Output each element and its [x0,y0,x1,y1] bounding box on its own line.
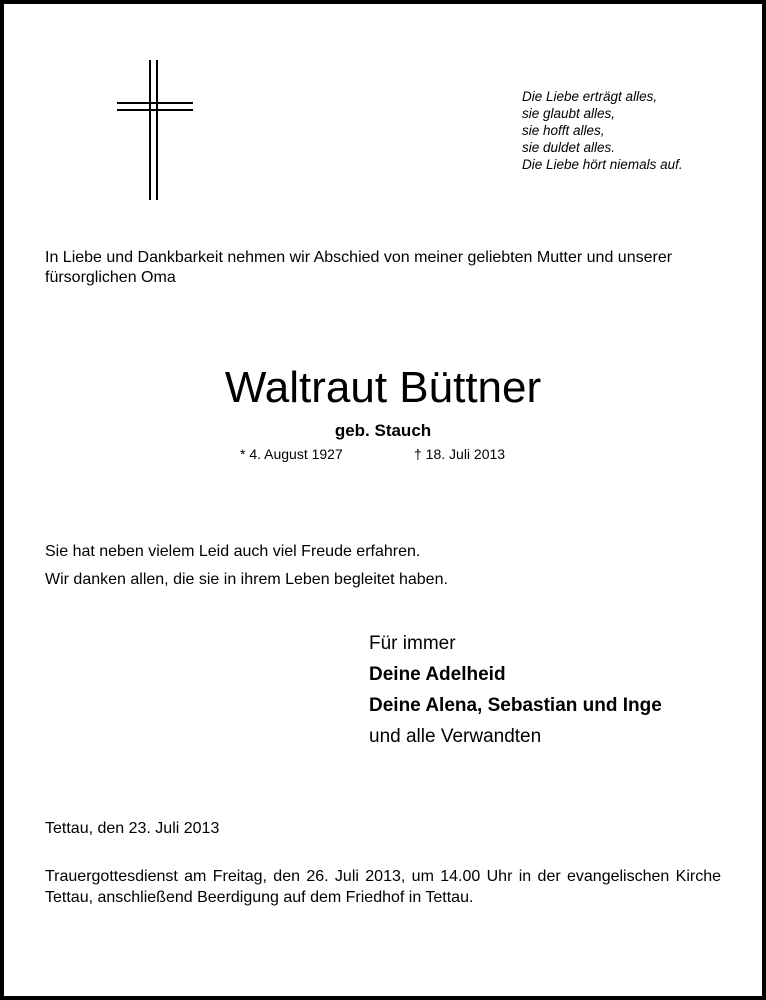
signer-line: Deine Adelheid [369,664,506,685]
signer-line: Deine Alena, Sebastian und Inge [369,695,662,716]
maiden-name: geb. Stauch [334,421,432,440]
verse-line: sie hofft alles, [522,123,605,138]
signer-line: und alle Verwandten [369,726,542,747]
cross-icon [117,60,193,200]
verse-line: sie glaubt alles, [522,106,616,121]
verse-line: sie duldet alles. [522,140,616,155]
signers-block [369,628,662,752]
funeral-service-info: Trauergottesdienst am Freitag, den 26. Juli 2013, um 14.00 Uhr in der evangelischen Kirche Tettau, anschließend Beerdigung auf dem Friedhof in Tettau. [45,868,721,906]
death-date: † 18. Juli 2013 [414,446,506,462]
bible-verse [522,88,683,173]
message-text [45,538,448,594]
intro-text: In Liebe und Dankbarkeit nehmen wir Abschied von meiner geliebten Mutter und unserer fürsorglichen Oma [45,249,673,286]
signers-intro: Für immer [369,633,456,654]
birth-date: * 4. August 1927 [240,446,343,462]
verse-line: Die Liebe erträgt alles, [522,89,658,104]
deceased-name: Waltraut Büttner [224,363,542,412]
place-date: Tettau, den 23. Juli 2013 [45,820,220,837]
verse-line: Die Liebe hört niemals auf. [522,157,683,172]
message-line: Wir danken allen, die sie in ihrem Leben begleitet haben. [45,571,448,588]
message-line: Sie hat neben vielem Leid auch viel Freude erfahren. [45,543,421,560]
